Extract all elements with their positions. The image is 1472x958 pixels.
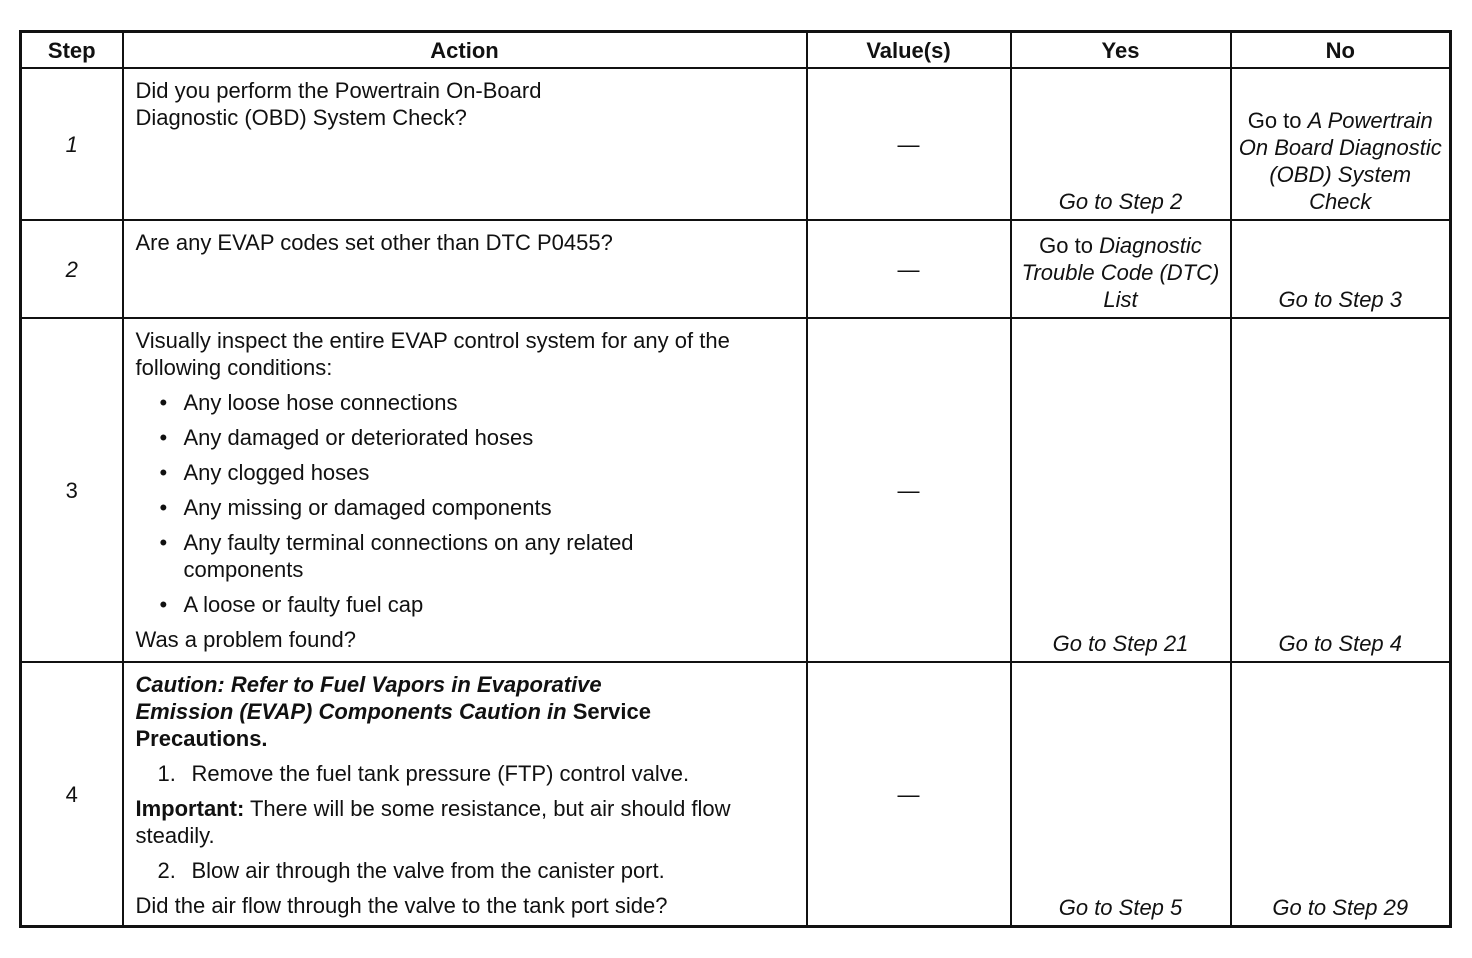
important-label: Important: [135,796,245,821]
action-text [123,220,807,318]
table-row [21,318,1451,662]
header-row [21,32,1451,69]
no-cell [1231,318,1451,662]
yes-cell [1011,68,1231,220]
list-item: • A loose or faulty fuel cap [136,591,796,618]
caution-text: Caution: Refer to Fuel Vapors in Evaporative Emission (EVAP) Components Caution in [135,672,602,724]
table-row [21,220,1451,318]
step-number: 4 [21,662,123,927]
caution-reference[interactable]: Service Precautions. [135,699,651,751]
action-question: Was a problem found? [135,627,357,652]
value-cell: — [807,220,1011,318]
yes-cell [1011,318,1231,662]
yes-link[interactable]: Diagnostic Trouble Code (DTC) List [1021,233,1220,312]
yes-cell [1011,662,1231,927]
action-text [123,318,807,662]
action-text [123,68,807,220]
action-text [123,662,807,927]
step-number: 2 [21,220,123,318]
caution-note [136,671,796,752]
step-number: 1 [21,68,123,220]
step-index: 2. [157,858,176,883]
no-link[interactable]: A Powertrain On Board Diagnostic (OBD) System Check [1238,108,1442,214]
no-cell [1231,68,1451,220]
important-note [136,795,796,849]
list-item: • Any missing or damaged components [136,494,796,521]
step-text: Remove the fuel tank pressure (FTP) control valve. [191,761,690,786]
action-question: Did you perform the Powertrain On-Board Diagnostic (OBD) System Check? [135,78,542,130]
list-item: • Any clogged hoses [136,459,796,486]
condition-list [136,389,796,618]
table-row [21,68,1451,220]
no-link[interactable]: Go to Step 4 [1278,631,1403,656]
step-index: 1. [157,761,176,786]
list-item: • Any damaged or deteriorated hoses [136,424,796,451]
header-yes: Yes [1011,32,1231,69]
header-no: No [1231,32,1451,69]
important-text: There will be some resistance, but air should flow steadily. [135,796,731,848]
no-prefix: Go to [1247,108,1308,133]
yes-link[interactable]: Go to Step 5 [1058,895,1183,920]
yes-cell [1011,220,1231,318]
list-item: • Any faulty terminal connections on any related components [136,529,796,583]
step-text: Blow air through the valve from the canister port. [191,858,665,883]
yes-prefix: Go to [1039,233,1100,258]
diagnostic-table [19,30,1452,928]
step-number: 3 [21,318,123,662]
list-item: • Any loose hose connections [136,389,796,416]
header-values: Value(s) [807,32,1011,69]
header-step: Step [21,32,123,69]
no-cell [1231,662,1451,927]
header-action: Action [123,32,807,69]
value-cell: — [807,662,1011,927]
no-link[interactable]: Go to Step 29 [1272,895,1409,920]
action-question: Are any EVAP codes set other than DTC P0455? [135,230,613,255]
value-cell: — [807,68,1011,220]
procedure-step [136,857,796,884]
no-link[interactable]: Go to Step 3 [1278,287,1403,312]
yes-link[interactable]: Go to Step 21 [1052,631,1189,656]
action-intro: Visually inspect the entire EVAP control system for any of the following conditions: [135,328,730,380]
table-row [21,662,1451,927]
yes-link[interactable]: Go to Step 2 [1058,189,1183,214]
procedure-step [136,760,796,787]
no-cell [1231,220,1451,318]
value-cell: — [807,318,1011,662]
action-question: Did the air flow through the valve to the tank port side? [135,893,668,918]
